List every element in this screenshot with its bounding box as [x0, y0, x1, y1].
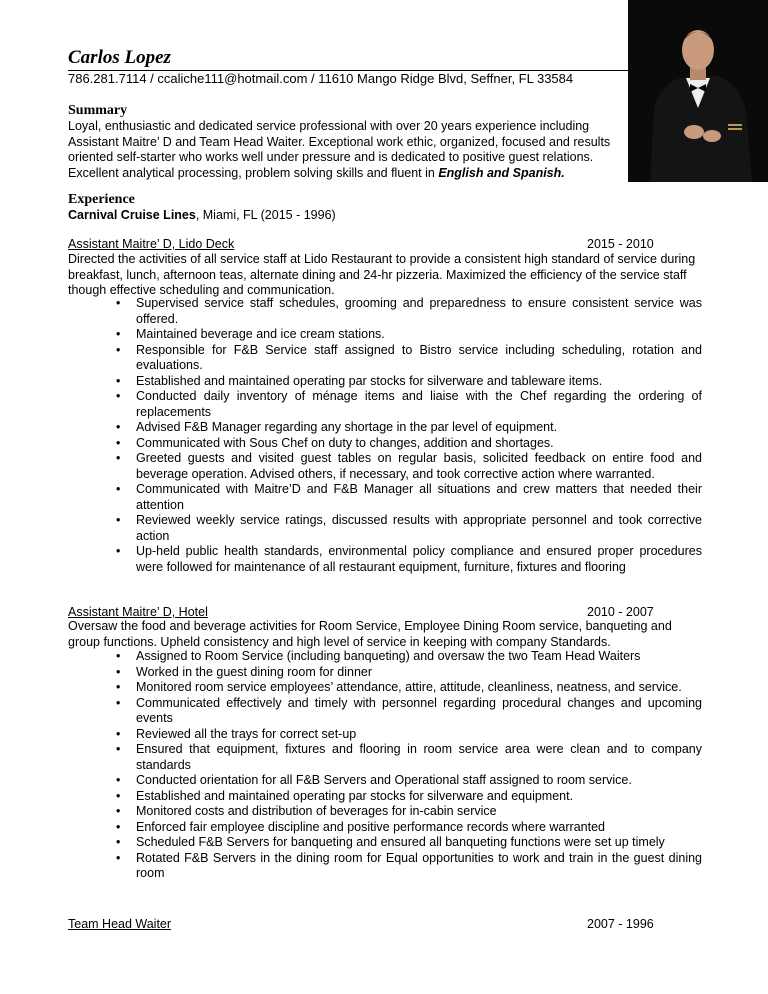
list-item	[110, 544, 702, 575]
bullet-icon: •	[116, 680, 121, 694]
bullet-icon: •	[116, 420, 121, 434]
bullet-text: Responsible for F&B Service staff assigned to Bistro service including scheduling, rotation and evaluations.	[136, 342, 702, 372]
bullet-text: Conducted orientation for all F&B Servers and Operational staff assigned to room service.	[136, 773, 632, 787]
list-item	[110, 680, 702, 696]
job-title-head-waiter: Team Head Waiter	[68, 917, 172, 931]
bullet-icon: •	[116, 804, 121, 818]
bullet-text: Scheduled F&B Servers for banqueting and ensured all banqueting functions were set up timely	[136, 835, 665, 849]
bullet-icon: •	[116, 373, 121, 388]
summary-body: Loyal, enthusiastic and dedicated service professional with over 20 years experience including Assistant Maitre’ D and Team Head Waiter. Exceptional work ethic, organized, focused and results oriented self-starter who works well under pressure and is dedicated to positive guest relations. Excellent analytical processing, problem solving skills and fluent in	[68, 119, 611, 180]
list-item	[110, 482, 702, 513]
job-bullets-lido	[110, 296, 702, 575]
job-dates-lido: 2015 - 2010	[587, 237, 654, 251]
list-item	[110, 296, 702, 327]
summary-languages: English and Spanish	[438, 165, 562, 180]
bullet-text: Up-held public health standards, environmental policy compliance and ensured proper procedures were followed for maintenance of all restaurant equipment, furniture, fixtures and flooring	[136, 544, 702, 574]
job-title-hotel: Assistant Maitre’ D, Hotel	[68, 605, 208, 619]
bullet-text: Monitored costs and distribution of beverages for in-cabin service	[136, 804, 497, 818]
bullet-text: Assigned to Room Service (including banqueting) and oversaw the two Team Head Waiters	[136, 649, 641, 663]
bullet-text: Established and maintained operating par stocks for silverware and tableware items.	[136, 373, 603, 388]
list-item	[110, 665, 702, 681]
bullet-text: Maintained beverage and ice cream stations.	[136, 327, 385, 341]
list-item	[110, 343, 702, 374]
list-item	[110, 851, 702, 882]
bullet-text: Reviewed all the trays for correct set-up	[136, 726, 357, 741]
bullet-text: Supervised service staff schedules, grooming and preparedness to ensure consistent service was offered.	[136, 296, 702, 326]
bullet-icon: •	[116, 327, 121, 341]
contact-line: 786.281.7114 / ccaliche111@hotmail.com / 11610 Mango Ridge Blvd, Seffner, FL 33584	[68, 71, 574, 86]
portrait-icon	[628, 0, 768, 182]
list-item	[110, 436, 702, 452]
list-item	[110, 513, 702, 544]
list-item	[110, 773, 702, 789]
bullet-icon: •	[116, 451, 121, 465]
summary-end: .	[561, 165, 565, 180]
candidate-name: Carlos Lopez	[68, 47, 171, 68]
bullet-text: Established and maintained operating par stocks for silverware and equipment.	[136, 788, 574, 803]
bullet-text: Communicated with Maitre’D and F&B Manager all situations and crew matters that needed their attention	[136, 482, 702, 512]
bullet-text: Advised F&B Manager regarding any shortage in the par level of equipment.	[136, 420, 558, 434]
company-location: , Miami, FL (2015 - 1996)	[195, 208, 336, 222]
list-item	[110, 389, 702, 420]
bullet-icon: •	[116, 544, 121, 558]
list-item	[110, 789, 702, 805]
job-description-lido: Directed the activities of all service staff at Lido Restaurant to provide a consistent high standard of service during breakfast, lunch, afternoon teas, alternate dining and 24-hr pizzeria. Maximized the efficiency of the service staff though effective scheduling and communication.	[68, 252, 696, 297]
job-dates-head-waiter: 2007 - 1996	[587, 917, 654, 931]
company-name: Carnival Cruise Lines	[68, 208, 196, 222]
bullet-icon: •	[116, 773, 121, 787]
job-dates-hotel: 2010 - 2007	[587, 605, 654, 619]
bullet-icon: •	[116, 435, 121, 450]
bullet-text: Reviewed weekly service ratings, discussed results with appropriate personnel and took corrective action	[136, 513, 702, 543]
bullet-icon: •	[116, 835, 121, 849]
bullet-text: Conducted daily inventory of ménage items and liaise with the Chef regarding the ordering of replacements	[136, 389, 702, 419]
company-line	[68, 208, 336, 223]
bullet-icon: •	[116, 742, 121, 756]
bullet-text: Ensured that equipment, fixtures and flooring in room service area were clean and to company standards	[136, 742, 702, 772]
bullet-text: Enforced fair employee discipline and positive performance records where warranted	[136, 819, 605, 834]
bullet-icon: •	[116, 482, 121, 496]
bullet-text: Monitored room service employees’ attendance, attire, attitude, cleanliness, neatness, and service.	[136, 680, 682, 694]
bullet-icon: •	[116, 819, 121, 834]
list-item	[110, 374, 702, 390]
bullet-icon: •	[116, 649, 121, 663]
bullet-text: Communicated with Sous Chef on duty to changes, addition and shortages.	[136, 435, 554, 450]
portrait-photo	[628, 0, 768, 182]
summary-heading: Summary	[68, 103, 128, 118]
list-item	[110, 451, 702, 482]
bullet-text: Rotated F&B Servers in the dining room for Equal opportunities to work and train in the guest dining room	[136, 850, 702, 880]
list-item	[110, 742, 702, 773]
bullet-icon: •	[116, 788, 121, 803]
bullet-icon: •	[116, 389, 121, 403]
list-item	[110, 696, 702, 727]
list-item	[110, 420, 702, 436]
list-item	[110, 649, 702, 665]
experience-heading: Experience	[68, 192, 135, 207]
list-item	[110, 820, 702, 836]
bullet-icon: •	[116, 342, 121, 357]
bullet-icon: •	[116, 664, 121, 679]
job-title-lido: Assistant Maitre’ D, Lido Deck	[68, 237, 235, 251]
list-item	[110, 835, 702, 851]
job-description-hotel: Oversaw the food and beverage activities for Room Service, Employee Dining Room service, banqueting and group functions. Upheld consistency and high level of service in keeping with company Standards.	[68, 619, 672, 649]
list-item	[110, 727, 702, 743]
list-item	[110, 804, 702, 820]
bullet-icon: •	[116, 513, 121, 527]
bullet-icon: •	[116, 296, 121, 310]
bullet-icon: •	[116, 695, 121, 710]
bullet-text: Communicated effectively and timely with personnel regarding procedural changes and upcoming events	[136, 695, 702, 725]
job-bullets-hotel	[110, 649, 702, 882]
bullet-icon: •	[116, 850, 121, 865]
bullet-text: Worked in the guest dining room for dinner	[136, 664, 373, 679]
summary-text	[68, 119, 624, 181]
list-item	[110, 327, 702, 343]
bullet-text: Greeted guests and visited guest tables on regular basis, solicited feedback on entire food and beverage operation. Advised others, if necessary, and took corrective action where warranted.	[136, 451, 702, 481]
bullet-icon: •	[116, 726, 121, 741]
